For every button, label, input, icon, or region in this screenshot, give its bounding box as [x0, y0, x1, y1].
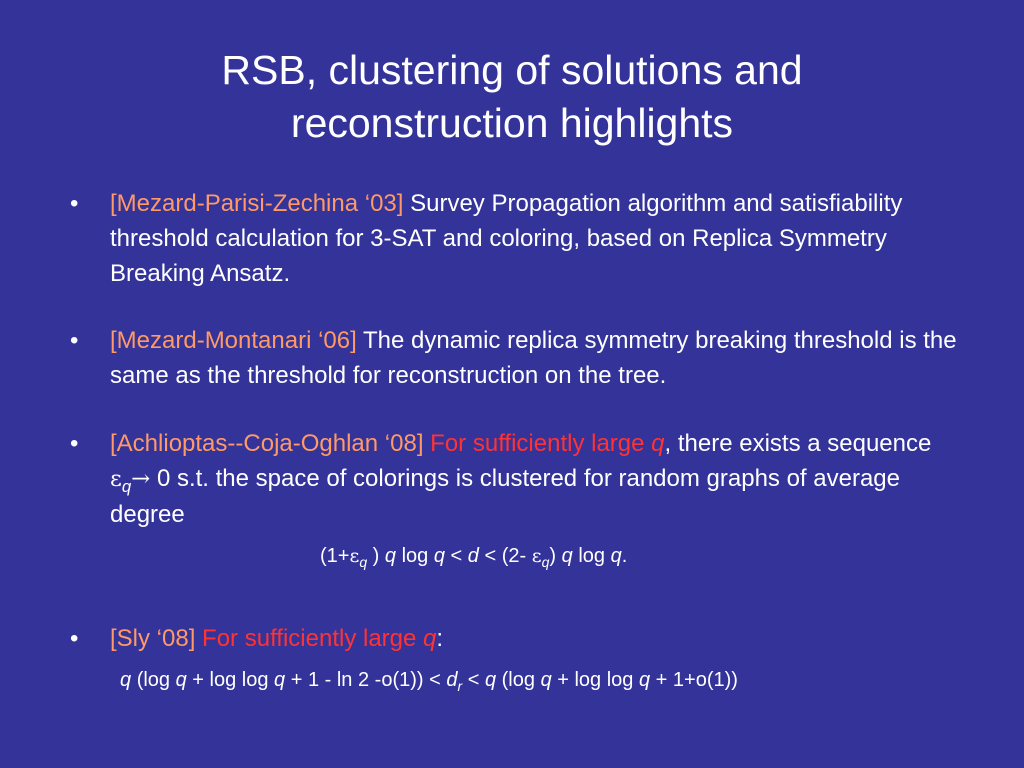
bullet-text: The dynamic replica symmetry breaking threshold is the same as the threshold for reconstruction on the tree.	[110, 327, 957, 389]
formula-reconstruction-threshold: q (log q + log log q + 1 - ln 2 $-o(1)) < d_r < q$ (log q + log log q + 1+o(1))	[120, 669, 738, 694]
bullet-mezard-montanari	[70, 323, 970, 393]
bullet-achlioptas-coja-oghlan: • [Achlioptas--Coja-Oghlan ‘08] For sufficiently large q, there exists a sequence $\varepsilon_q\to 0$ s.t. the space of colorings is clustered for random graphs of average degree	[70, 426, 970, 532]
epsilon-symbol: ε	[110, 466, 122, 492]
formula-average-degree: ($1+\varepsilon_q$ ) q log q < d < (2- $\varepsilon_q$) q log q.	[320, 545, 628, 570]
citation: [Mezard-Parisi-Zechina ‘03]	[110, 190, 404, 217]
title-line-2: reconstruction highlights	[290, 100, 734, 146]
citation: [Mezard-Montanari ‘06]	[110, 327, 357, 354]
title-line-1: RSB, clustering of solutions and	[221, 47, 803, 93]
bullet-dot: •	[70, 190, 79, 217]
bullet-dot: •	[70, 625, 79, 652]
slide-title	[60, 44, 964, 150]
bullet-mezard-parisi-zechina	[70, 186, 970, 291]
bullet-text-1: , there exists a sequence	[664, 430, 932, 457]
bullet-dot: •	[70, 430, 79, 457]
highlight-text: For sufficiently large q	[202, 625, 437, 652]
bullet-sly: • [Sly ‘08] For sufficiently large q:	[70, 621, 970, 656]
bullet-text: Survey Propagation algorithm and satisfiability threshold calculation for 3-SAT and coloring, based on Replica Symmetry Breaking Ansatz.	[110, 190, 903, 287]
bullet-text-2: 0 s.t. the space of colorings is clustered for random graphs of average degree	[110, 465, 900, 528]
citation: [Achlioptas--Coja-Oghlan ‘08]	[110, 430, 424, 457]
citation: [Sly ‘08]	[110, 625, 196, 652]
bullet-dot: •	[70, 327, 79, 354]
arrow-symbol: →	[131, 466, 151, 492]
highlight-text: For sufficiently large q	[430, 430, 665, 457]
